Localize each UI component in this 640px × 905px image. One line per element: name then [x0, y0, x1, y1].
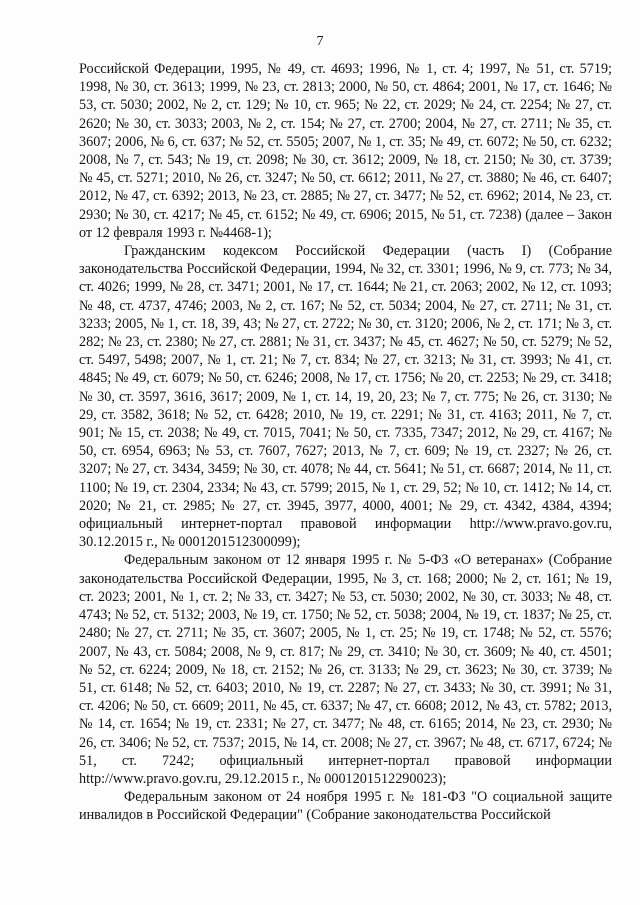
- document-body: [79, 60, 612, 825]
- page-number: 7: [316, 34, 324, 49]
- paragraph-continuation: Российской Федерации, 1995, № 49, ст. 4693; 1996, № 1, ст. 4; 1997, № 51, ст. 5719; 1998, № 30, ст. 3613; 1999, № 23, ст. 2813; 2000, № 50, ст. 4864; 2001, № 17, ст. 1646; № 53, ст. 5030; 2002, № 2, ст. 129; № 10, ст. 965; № 22, ст. 2029; № 24, ст. 2254; № 27, ст. 2620; № 30, ст. 3033; 2003, № 2, ст. 154; № 27, ст. 2700; 2004, № 27, ст. 2711; № 35, ст. 3607; 2006, № 6, ст. 637; № 52, ст. 5505; 2007, № 1, ст. 35; № 49, ст. 6072; № 50, ст. 6232; 2008, № 7, ст. 543; № 19, ст. 2098; № 30, ст. 3612; 2009, № 18, ст. 2150; № 30, ст. 3739; № 45, ст. 5271; 2010, № 26, ст. 3247; № 50, ст. 6612; 2011, № 27, ст. 3880; № 46, ст. 6407; 2012, № 47, ст. 6392; 2013, № 23, ст. 2885; № 27, ст. 3477; № 52, ст. 6962; 2014, № 23, ст. 2930; № 30, ст. 4217; № 45, ст. 6152; № 49, ст. 6906; 2015, № 51, ст. 7238) (далее – Закон от 12 февраля 1993 г. №4468-1);: [79, 61, 612, 241]
- paragraph-civil-code: Гражданским кодексом Российской Федерации (часть I) (Собрание законодательства Российской Федерации, 1994, № 32, ст. 3301; 1996, № 9, ст. 773; № 34, ст. 4026; 1999, № 28, ст. 3471; 2001, № 17, ст. 1644; № 21, ст. 2063; 2002, № 12, ст. 1093; № 48, ст. 4737, 4746; 2003, № 2, ст. 167; № 52, ст. 5034; 2004, № 27, ст. 2711; № 31, ст. 3233; 2005, № 1, ст. 18, 39, 43; № 27, ст. 2722; № 30, ст. 3120; 2006, № 2, ст. 171; № 3, ст. 282; № 23, ст. 2380; № 27, ст. 2881; № 31, ст. 3437; № 45, ст. 4627; № 50, ст. 5279; № 52, ст. 5497, 5498; 2007, № 1, ст. 21; № 7, ст. 834; № 27, ст. 3213; № 31, ст. 3993; № 41, ст. 4845; № 49, ст. 6079; № 50, ст. 6246; 2008, № 17, ст. 1756; № 20, ст. 2253; № 29, ст. 3418; № 30, ст. 3597, 3616, 3617; 2009, № 1, ст. 14, 19, 20, 23; № 7, ст. 775; № 26, ст. 3130; № 29, ст. 3582, 3618; № 52, ст. 6428; 2010, № 19, ст. 2291; № 31, ст. 4163; 2011, № 7, ст. 901; № 15, ст. 2038; № 49, ст. 7015, 7041; № 50, ст. 7335, 7347; 2012, № 29, ст. 4167; № 50, ст. 6954, 6963; № 53, ст. 7607, 7627; 2013, № 7, ст. 609; № 19, ст. 2327; № 26, ст. 3207; № 27, ст. 3434, 3459; № 30, ст. 4078; № 44, ст. 5641; № 51, ст. 6687; 2014, № 11, ст. 1100; № 19, ст. 2304, 2334; № 43, ст. 5799; 2015, № 1, ст. 29, 52; № 10, ст. 1412; № 14, ст. 2020; № 21, ст. 2985; № 27, ст. 3945, 3977, 4000, 4001; № 29, ст. 4342, 4384, 4394; официальный интернет-портал правовой информации http://www.pravo.gov.ru, 30.12.2015 г., № 0001201512300099);: [79, 243, 612, 551]
- paragraph-disabled-law: Федеральным законом от 24 ноября 1995 г. № 181-ФЗ "О социальной защите инвалидов в Российской Федерации" (Собрание законодательства Российской: [79, 789, 612, 824]
- paragraph-veterans-law: Федеральным законом от 12 января 1995 г. № 5-ФЗ «О ветеранах» (Собрание законодательства Российской Федерации, 1995, № 3, ст. 168; 2000; № 2, ст. 161; № 19, ст. 2023; 2001, № 1, ст. 2; № 33, ст. 3427; № 53, ст. 5030; 2002, № 30, ст. 3033; № 48, ст. 4743; № 52, ст. 5132; 2003, № 19, ст. 1750; № 52, ст. 5038; 2004, № 19, ст. 1837; № 25, ст. 2480; № 27, ст. 2711; № 35, ст. 3607; 2005, № 1, ст. 25; № 19, ст. 1748; № 52, ст. 5576; 2007, № 43, ст. 5084; 2008, № 9, ст. 817; № 29, ст. 3410; № 30, ст. 3609; № 40, ст. 4501; № 52, ст. 6224; 2009, № 18, ст. 2152; № 26, ст. 3133; № 29, ст. 3623; № 30, ст. 3739; № 51, ст. 6148; № 52, ст. 6403; 2010, № 19, ст. 2287; № 27, ст. 3433; № 30, ст. 3991; № 31, ст. 4206; № 50, ст. 6609; 2011, № 45, ст. 6337; № 47, ст. 6608; 2012, № 43, ст. 5782; 2013, № 14, ст. 1654; № 19, ст. 2331; № 27, ст. 3477; № 48, ст. 6165; 2014, № 23, ст. 2930; № 26, ст. 3406; № 52, ст. 7537; 2015, № 14, ст. 2008; № 27, ст. 3967; № 48, ст. 6717, 6724; № 51, ст. 7242; официальный интернет-портал правовой информации http://www.pravo.gov.ru, 29.12.2015 г., № 0001201512290023);: [79, 552, 612, 787]
